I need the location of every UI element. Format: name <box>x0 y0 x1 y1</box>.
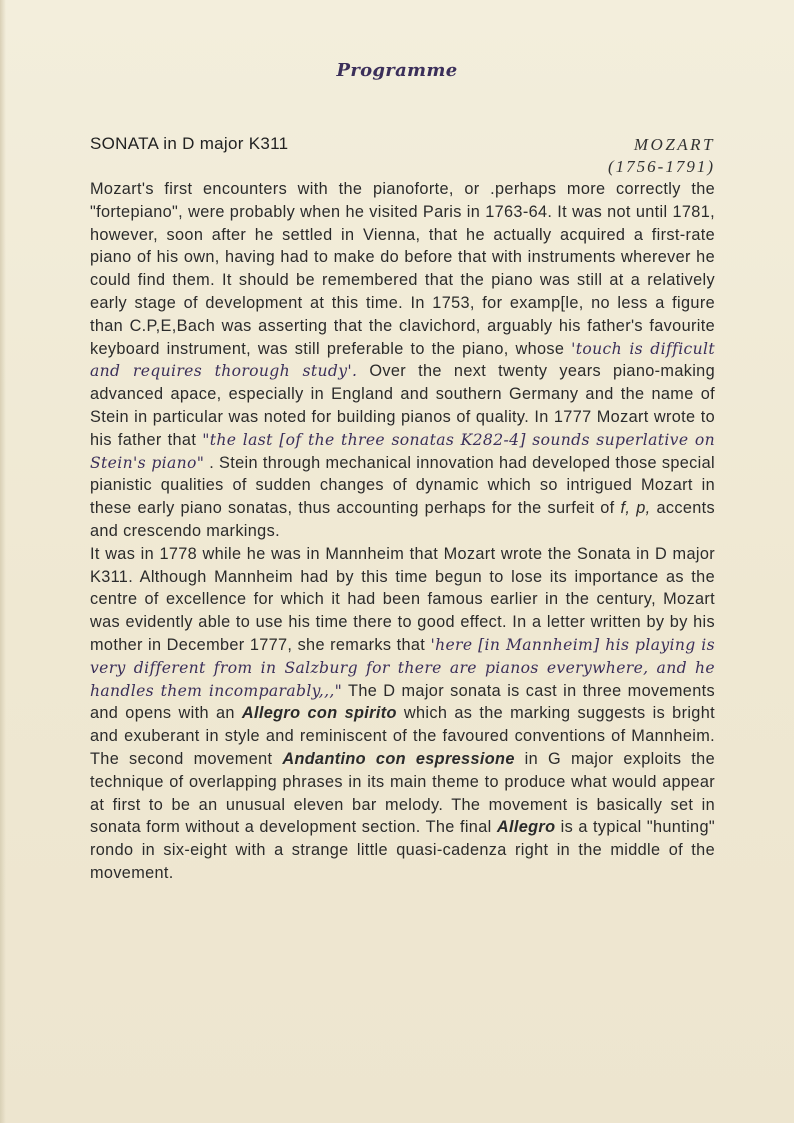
quote-mozart-letter: "the last [of the three sonatas K282-4] sounds superlative on Stein's piano" <box>90 430 715 472</box>
paragraph-text: . Stein through mechanical innovation had developed those special pianistic qualities of sudden changes of dynamic which so intrigued Mozart in these early piano sonatas, thus accounting perhaps for the surfeit of <box>90 453 715 518</box>
paragraph-text: is a typical "hunting" rondo in six-eight with a strange little quasi-cadenza right in the middle of the movement. <box>90 818 715 882</box>
paragraph-text: Over the next twenty years piano-making advanced apace, especially in England and southern Germany and the name of Stein in particular was noted for building pianos of quality. In 1777 Mozart wrote to his father that <box>90 362 715 449</box>
composer-dates: (1756-1791) <box>608 157 715 176</box>
paragraph-text: The D major sonata is cast in three movements and opens with an <box>90 681 715 723</box>
quote-mother-letter: 'here [in Mannheim] his playing is very different from in Salzburg for there are pianos everywhere, and he handles them incomparably,,," <box>90 635 715 700</box>
piece-title: SONATA in D major K311 <box>90 134 289 153</box>
paragraph-sonata <box>90 543 715 885</box>
tempo-allegro: Allegro <box>496 818 556 837</box>
tempo-allegro-con-spirito: Allegro con spirito <box>241 704 397 723</box>
quote-cpe-bach: 'touch is difficult and requires thorough study'. <box>90 339 715 381</box>
paragraph-text: It was in 1778 while he was in Mannheim that Mozart wrote the Sonata in D major K311. Although Mannheim had by this time begun to lose its importance as the centre of excellence for which it had been famous earlier in the century, Mozart was evidently able to use his time there to good effect. In a letter written by by his mother in December 1777, she remarks that <box>90 544 715 654</box>
dynamics-markings: f, p, <box>620 499 651 518</box>
composer-name: MOZART <box>633 135 715 154</box>
paragraph-text: accents and crescendo markings. <box>90 499 716 540</box>
composer-block <box>608 134 715 178</box>
piece-header <box>90 134 715 178</box>
paragraph-history <box>90 178 715 543</box>
tempo-andantino: Andantino con espressione <box>282 749 515 768</box>
page-heading: Programme <box>336 60 458 81</box>
page-edge <box>0 0 6 1123</box>
programme-notes <box>90 178 715 885</box>
paragraph-text: which as the marking suggests is bright and exuberant in style and reminiscent of the favoured conventions of Mannheim. The second movement <box>90 704 715 768</box>
paragraph-text: in G major exploits the technique of overlapping phrases in its main theme to produce what would appear at first to be an unusual eleven bar melody. The movement is basically set in sonata form without a development section. The final <box>90 749 715 837</box>
paragraph-text: Mozart's first encounters with the pianoforte, or .perhaps more correctly the "fortepiano", were probably when he visited Paris in 1763-64. It was not until 1781, however, soon after he settled in Vienna, that he actually acquired a first-rate piano of his own, having had to make do before that with instruments wherever he could find them. It should be remembered that the piano was still at a relatively early stage of development at this time. In 1753, for examp[le, no less a figure than C.P,E,Bach was asserting that the clavichord, arguably his father's favourite keyboard instrument, was still preferable to the piano, whose <box>90 180 715 358</box>
